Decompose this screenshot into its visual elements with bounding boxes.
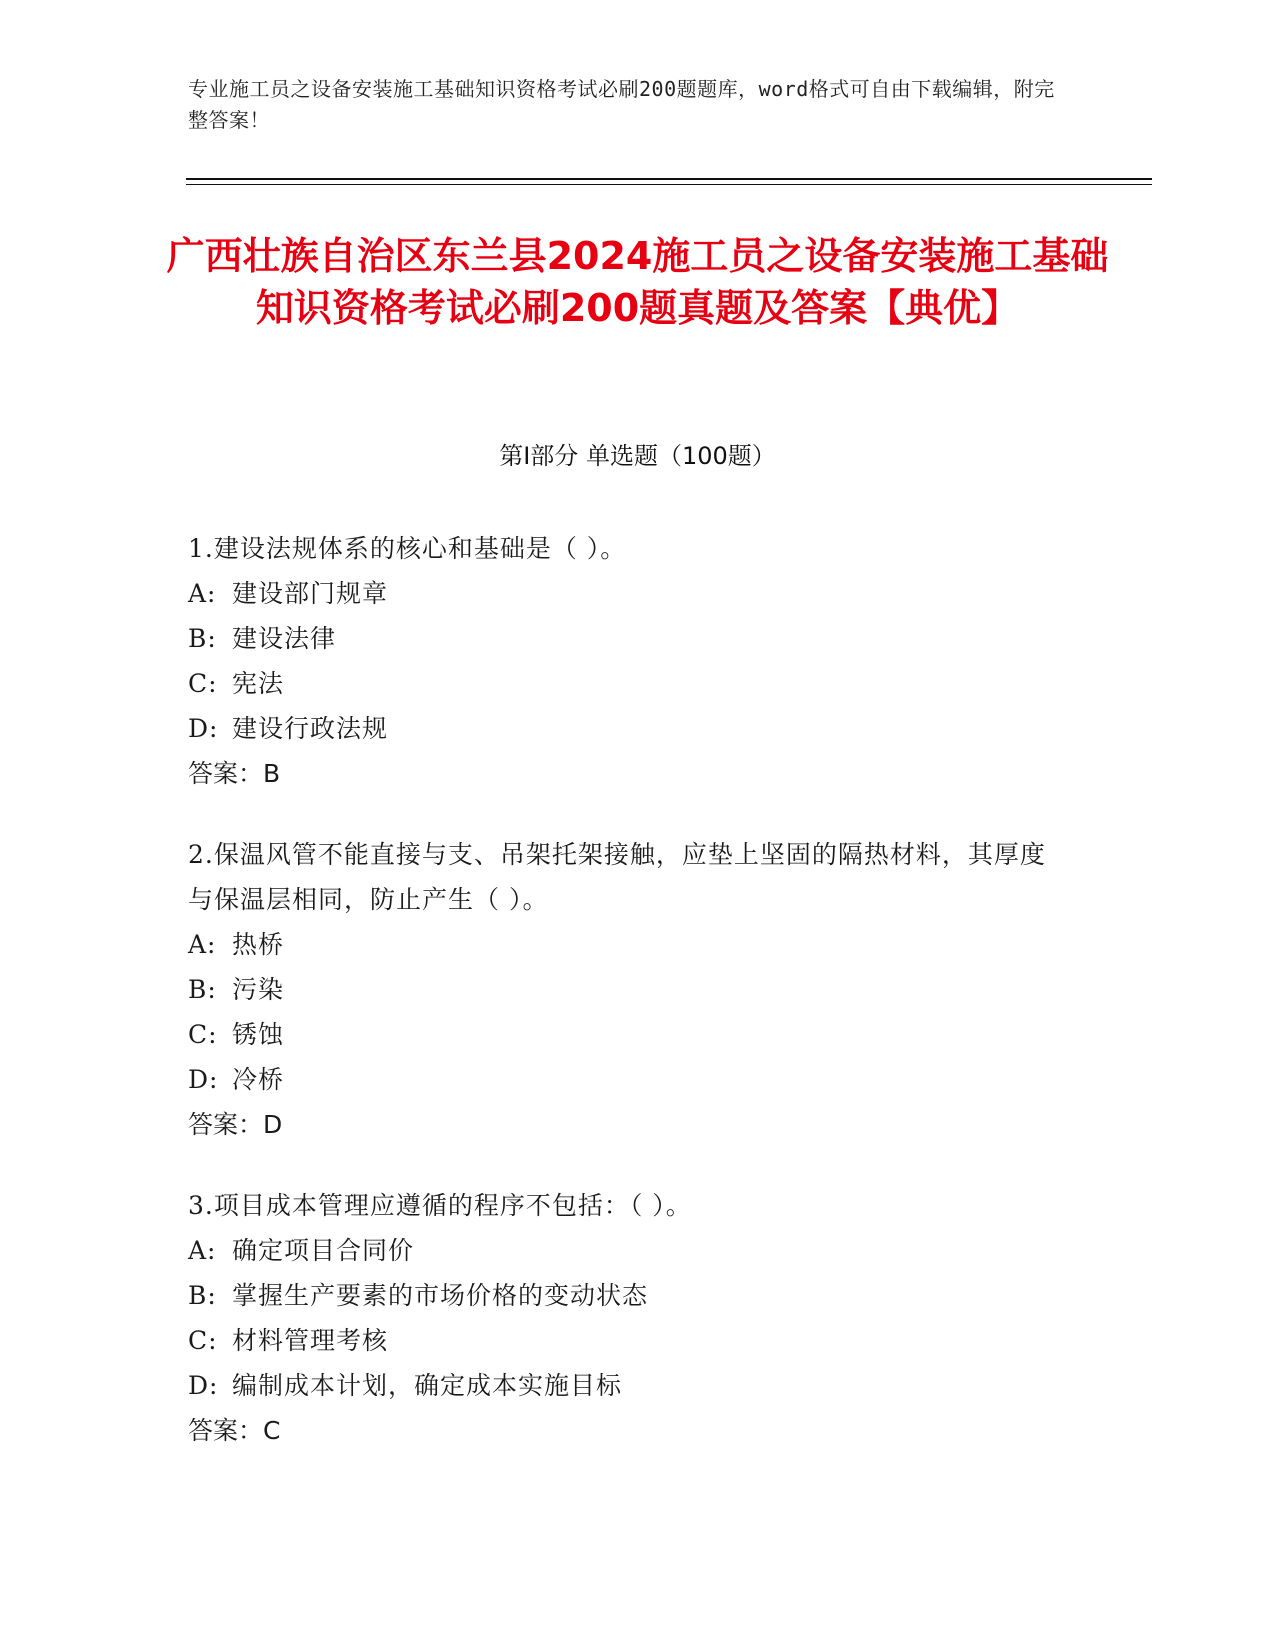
option-text: 建设行政法规 xyxy=(232,714,389,743)
option-letter: A: xyxy=(188,579,217,608)
option-b xyxy=(188,1273,1068,1318)
option-letter: C: xyxy=(188,669,218,698)
option-letter: A: xyxy=(188,1236,217,1265)
header-note: 专业施工员之设备安装施工基础知识资格考试必刷200题题库，word格式可自由下载编辑，附完整答案！ xyxy=(188,77,1055,132)
document-title: 广西壮族自治区东兰县2024施工员之设备安装施工基础知识资格考试必刷200题真题及答案【典优】 xyxy=(166,234,1109,330)
option-a xyxy=(188,922,1068,967)
header-rule-thick xyxy=(186,178,1152,180)
option-text: 冷桥 xyxy=(232,1065,285,1094)
question-3 xyxy=(188,1183,1068,1453)
option-a xyxy=(188,1228,1068,1273)
question-2 xyxy=(188,832,1068,1147)
option-text: 锈蚀 xyxy=(232,1020,285,1049)
question-answer: 答案：C xyxy=(188,1416,281,1445)
option-letter: D: xyxy=(188,714,219,743)
option-text: 宪法 xyxy=(232,669,285,698)
option-text: 确定项目合同价 xyxy=(232,1236,415,1265)
option-d xyxy=(188,1057,1068,1102)
option-a xyxy=(188,571,1068,616)
option-text: 污染 xyxy=(232,975,285,1004)
question-1 xyxy=(188,526,1068,796)
option-text: 建设法律 xyxy=(232,624,337,653)
section-heading: 第Ⅰ部分 单选题（100题） xyxy=(499,442,776,470)
option-b xyxy=(188,616,1068,661)
option-letter: B: xyxy=(188,1281,217,1310)
question-stem: 3.项目成本管理应遵循的程序不包括：（ ）。 xyxy=(188,1191,692,1220)
option-c xyxy=(188,1318,1068,1363)
header-rule-thin xyxy=(186,184,1152,185)
option-c xyxy=(188,661,1068,706)
option-letter: C: xyxy=(188,1326,218,1355)
option-c xyxy=(188,1012,1068,1057)
option-text: 建设部门规章 xyxy=(232,579,389,608)
option-text: 掌握生产要素的市场价格的变动状态 xyxy=(232,1281,649,1310)
question-answer: 答案：B xyxy=(188,759,281,788)
option-text: 编制成本计划，确定成本实施目标 xyxy=(232,1371,623,1400)
option-b xyxy=(188,967,1068,1012)
option-text: 热桥 xyxy=(232,930,285,959)
option-letter: D: xyxy=(188,1371,219,1400)
question-answer: 答案：D xyxy=(188,1110,283,1139)
option-d xyxy=(188,706,1068,751)
option-letter: C: xyxy=(188,1020,218,1049)
option-letter: A: xyxy=(188,930,217,959)
option-letter: B: xyxy=(188,624,217,653)
option-letter: D: xyxy=(188,1065,219,1094)
option-letter: B: xyxy=(188,975,217,1004)
option-d xyxy=(188,1363,1068,1408)
question-stem: 1.建设法规体系的核心和基础是（ ）。 xyxy=(188,534,627,563)
question-stem: 2.保温风管不能直接与支、吊架托架接触，应垫上坚固的隔热材料，其厚度与保温层相同，防止产生（ ）。 xyxy=(188,840,1046,914)
question-list xyxy=(188,526,1068,1489)
option-text: 材料管理考核 xyxy=(232,1326,389,1355)
